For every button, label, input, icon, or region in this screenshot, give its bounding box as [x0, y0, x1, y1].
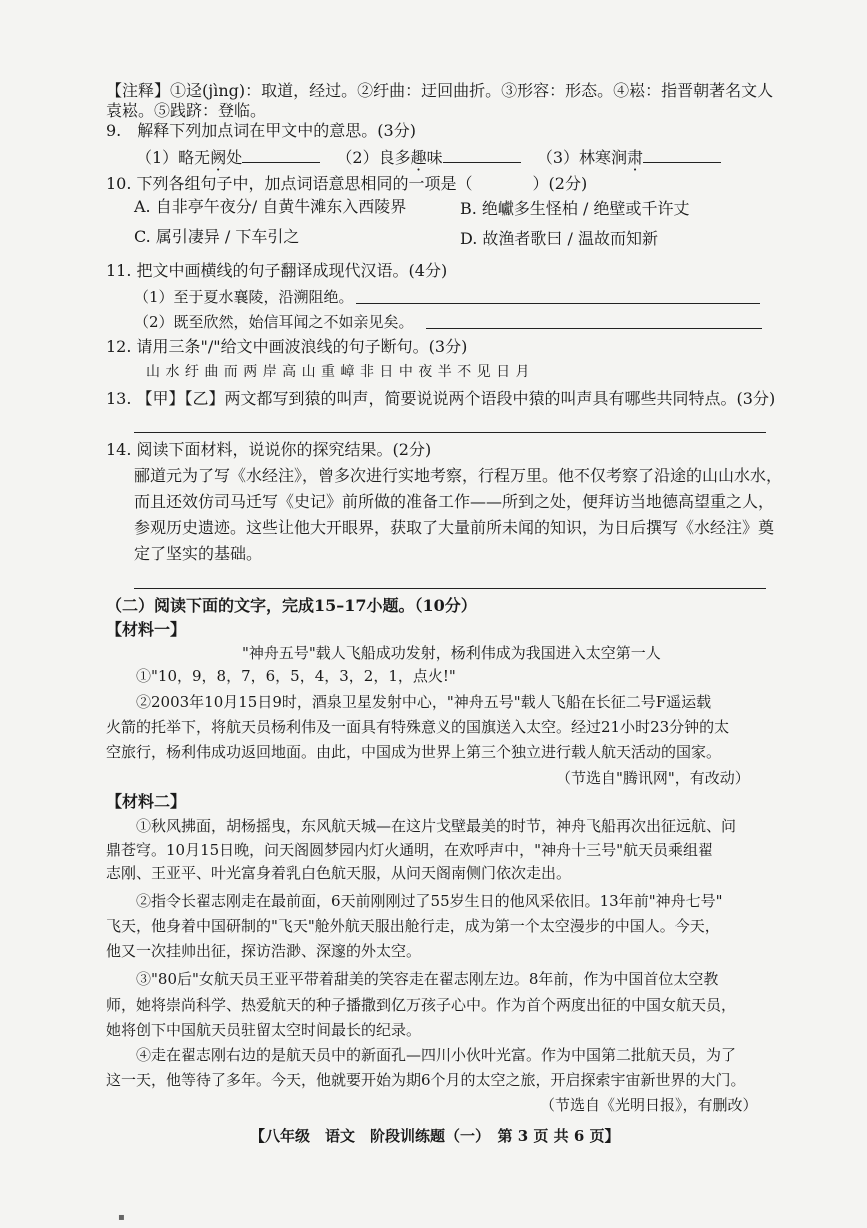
question-10-option-c: C. 属引凄异 / 下车引之: [134, 227, 300, 246]
question-14-material-line-4: 定了坚实的基础。: [134, 544, 263, 563]
question-12-stem: 12. 请用三条"/"给文中画波浪线的句子断句。(3分): [106, 337, 468, 356]
question-11-sentence-2: （2）既至欣然，始信耳闻之不如亲见矣。: [134, 313, 414, 331]
question-10-option-b: B. 绝巘多生怪柏 / 绝壁或千许丈: [460, 199, 690, 218]
material-1-title: "神舟五号"载人飞船成功发射，杨利伟成为我国进入太空第一人: [242, 644, 661, 662]
material-2-para-4-line-1: ④走在翟志刚右边的是航天员中的新面孔—四川小伙叶光富。作为中国第二批航天员，为了: [136, 1046, 737, 1064]
material-2-para-3-line-3: 她将创下中国航天员驻留太空时间最长的纪录。: [106, 1021, 422, 1039]
question-10-option-a: A. 自非亭午夜分/ 自黄牛滩东入西陵界: [134, 197, 407, 216]
question-13-stem: 13. 【甲】【乙】两文都写到猿的叫声，简要说说两个语段中猿的叫声具有哪些共同特点。(3分): [106, 389, 776, 408]
material-1-label: 【材料一】: [106, 620, 187, 639]
material-1-para-2-line-2: 火箭的托举下，将航天员杨利伟及一面具有特殊意义的国旗送入太空。经过21小时23分钟的太: [106, 718, 730, 736]
material-2-para-4-line-2: 这一天，他等待了多年。今天，他就要开始为期6个月的太空之旅，开启探索宇宙新世界的大门。: [106, 1071, 746, 1089]
material-2-para-2-line-3: 他又一次挂帅出征，探访浩渺、深邃的外太空。: [106, 942, 422, 960]
question-10-stem: 10. 下列各组句子中，加点词语意思相同的一项是（ ）(2分): [106, 174, 588, 193]
material-2-source: （节选自《光明日报》，有删改）: [540, 1096, 758, 1114]
question-14-material-line-2: 而且还效仿司马迁写《史记》前所做的准备工作——所到之处，便拜访当地德高望重之人，: [134, 492, 775, 511]
question-9-parts: （1）略无阙处 （2）良多趣味 （3）林寒涧肃: [136, 146, 721, 169]
question-11-stem: 11. 把文中画横线的句子翻译成现代汉语。(4分): [106, 261, 448, 280]
question-9-stem: 9. 解释下列加点词在甲文中的意思。(3分): [106, 121, 416, 140]
section-2-title: （二）阅读下面的文字，完成15–17小题。（10分）: [106, 596, 477, 615]
answer-blank-9-3[interactable]: [643, 146, 721, 163]
question-10-option-d: D. 故渔者歌曰 / 温故而知新: [460, 229, 658, 248]
answer-line-11-2[interactable]: [426, 328, 762, 329]
question-14-material-line-1: 郦道元为了写《水经注》，曾多次进行实地考察，行程万里。他不仅考察了沿途的山山水水，: [134, 466, 783, 485]
material-1-source: （节选自"腾讯网"，有改动）: [556, 769, 750, 787]
note-line-2: 袁崧。⑤践跻：登临。: [106, 101, 267, 120]
material-2-para-1-line-2: 鼎苍穹。10月15日晚，问天阁圆梦园内灯火通明，在欢呼声中，"神舟十三号"航天员乘组翟: [106, 841, 713, 859]
material-2-para-3-line-2: 师，她将崇尚科学、热爱航天的种子播撒到亿万孩子心中。作为首个两度出征的中国女航天员，: [106, 996, 737, 1014]
answer-line-14[interactable]: [134, 588, 766, 589]
scan-speck: ▪: [118, 1212, 125, 1223]
material-2-para-1-line-1: ①秋风拂面，胡杨摇曳，东风航天城—在这片戈壁最美的时节，神舟飞船再次出征远航、问: [136, 817, 737, 835]
answer-line-11-1[interactable]: [356, 303, 760, 304]
material-1-para-1: ①"10，9，8，7，6，5，4，3，2，1，点火!": [136, 667, 456, 685]
question-14-material-line-3: 参观历史遗迹。这些让他大开眼界，获取了大量前所未闻的知识，为日后撰写《水经注》奠: [134, 518, 775, 537]
material-2-para-2-line-1: ②指令长翟志刚走在最前面，6天前刚刚过了55岁生日的他风采依旧。13年前"神舟七号": [136, 892, 723, 910]
question-11-sentence-1: （1）至于夏水襄陵，沿溯阻绝。: [134, 288, 354, 306]
material-1-para-2-line-3: 空旅行，杨利伟成功返回地面。由此，中国成为世界上第三个独立进行载人航天活动的国家。: [106, 743, 722, 761]
note-line-1: 【注释】①迳(jìng)：取道，经过。②纡曲：迂回曲折。③形容：形态。④崧：指晋朝著名文人: [106, 81, 774, 100]
answer-blank-9-2[interactable]: [443, 146, 521, 163]
material-1-para-2-line-1: ②2003年10月15日9时，酒泉卫星发射中心，"神舟五号"载人飞船在长征二号F遥运载: [136, 693, 712, 711]
material-2-label: 【材料二】: [106, 792, 187, 811]
question-14-stem: 14. 阅读下面材料，说说你的探究结果。(2分): [106, 440, 432, 459]
page-footer: 【八年级 语文 阶段训练题（一） 第 3 页 共 6 页】: [250, 1127, 620, 1145]
answer-line-13[interactable]: [134, 432, 766, 433]
material-2-para-3-line-1: ③"80后"女航天员王亚平带着甜美的笑容走在翟志刚左边。8年前，作为中国首位太空教: [136, 970, 719, 988]
question-12-text: 山 水 纡 曲 而 两 岸 高 山 重 嶂 非 日 中 夜 半 不 见 日 月: [146, 364, 531, 380]
material-2-para-2-line-2: 飞天，他身着中国研制的"飞天"舱外航天服出舱行走，成为第一个太空漫步的中国人。今天，: [106, 917, 720, 935]
answer-blank-9-1[interactable]: [242, 146, 320, 163]
material-2-para-1-line-3: 志刚、王亚平、叶光富身着乳白色航天服，从问天阁南侧门依次走出。: [106, 864, 572, 882]
